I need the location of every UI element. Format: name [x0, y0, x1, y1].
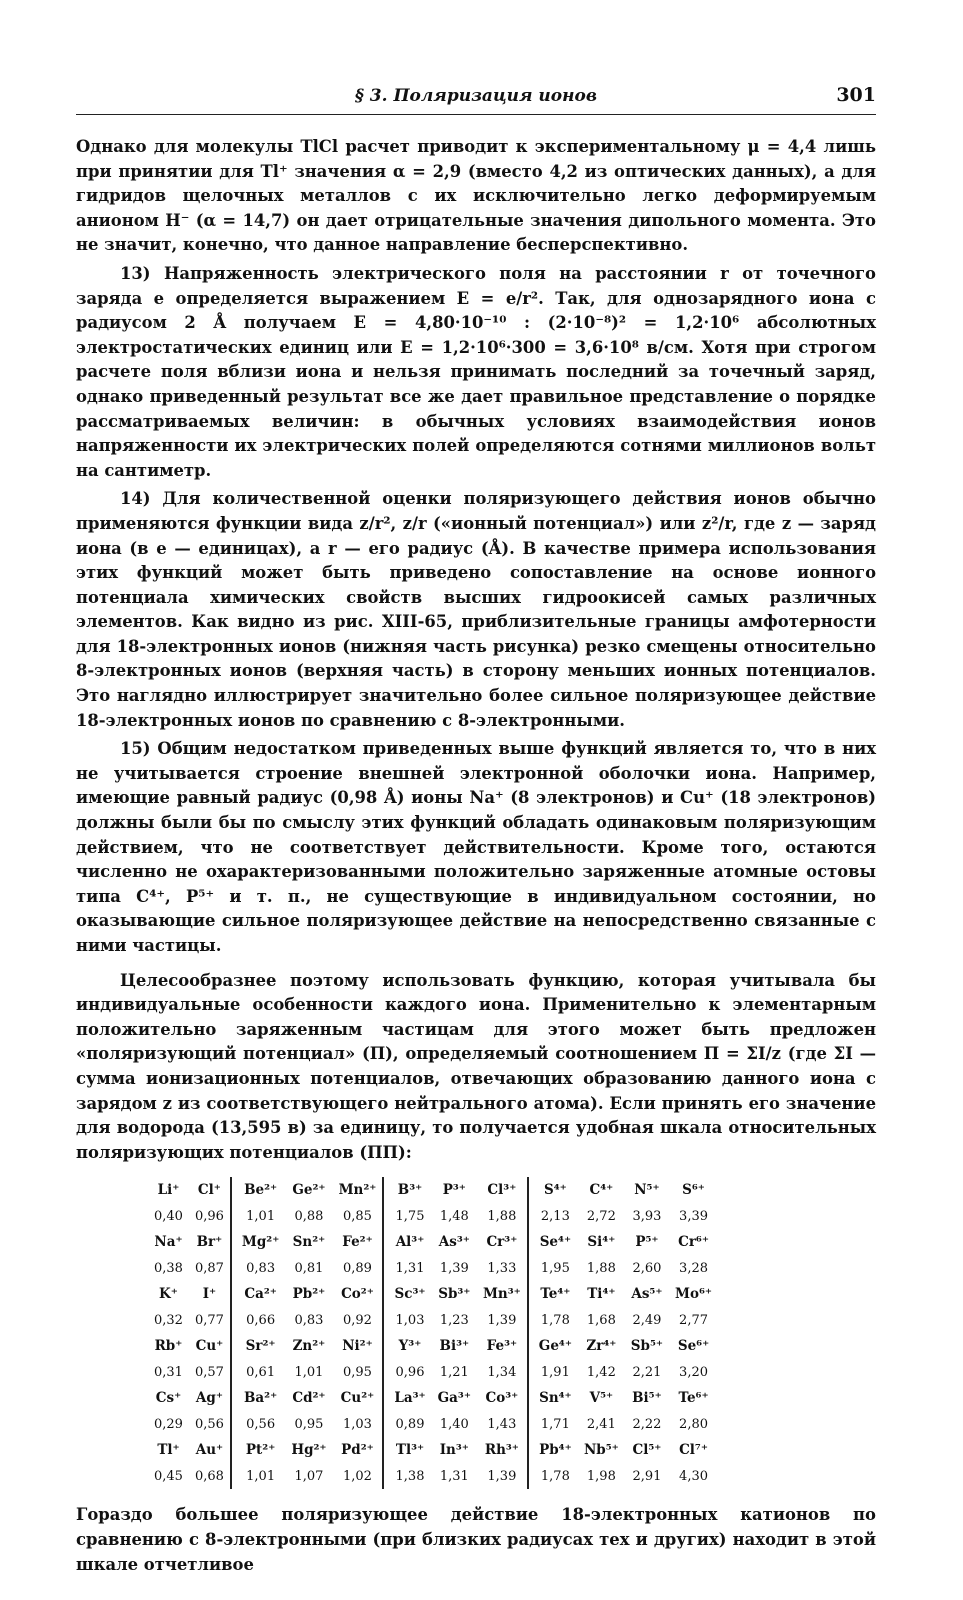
note-number: 13)	[120, 263, 151, 283]
pp-ion-cell: S⁴⁺	[528, 1177, 578, 1203]
pp-ion-cell: B³⁺	[383, 1177, 431, 1203]
pp-value-cell: 1,21	[439, 1364, 469, 1380]
pp-value-cell: 1,01	[231, 1203, 285, 1229]
pp-ion-cell: Y³⁺	[383, 1333, 431, 1359]
pp-value-cell: 0,83	[294, 1312, 324, 1328]
pp-ion-cell: Ge²⁺	[292, 1182, 326, 1199]
pp-ion-cell: Te⁴⁺	[528, 1281, 578, 1307]
pp-ion-cell: Mn²⁺	[338, 1182, 377, 1199]
pp-ion-cell: Mo⁶⁺	[675, 1286, 713, 1303]
pp-value-cell: 0,66	[231, 1307, 285, 1333]
pp-value-cell: 3,28	[679, 1260, 708, 1276]
pp-ion-cell: Sr²⁺	[231, 1333, 285, 1359]
pp-value-cell: 1,43	[487, 1416, 517, 1432]
pp-ion-cell: Ti⁴⁺	[587, 1286, 616, 1303]
pp-ion-cell: Br⁺	[196, 1234, 223, 1251]
pp-value-cell: 0,85	[342, 1208, 372, 1224]
pp-value-cell: 2,13	[528, 1203, 578, 1229]
pp-value-cell: 0,89	[342, 1260, 372, 1276]
pp-value-cell: 2,41	[586, 1416, 616, 1432]
pp-value-cell: 0,45	[154, 1468, 183, 1484]
pp-ion-cell: Ga³⁺	[437, 1390, 471, 1407]
pp-ions-row	[148, 1385, 718, 1411]
pp-value-cell: 1,88	[586, 1260, 616, 1276]
pp-ion-cell: Au⁺	[195, 1442, 224, 1459]
page-header	[76, 78, 876, 115]
pp-value-cell: 0,68	[194, 1468, 224, 1484]
pp-ion-cell: La³⁺	[383, 1385, 431, 1411]
pp-value-cell: 1,23	[439, 1312, 469, 1328]
pp-value-cell: 0,81	[294, 1260, 324, 1276]
pp-ion-cell: Al³⁺	[383, 1229, 431, 1255]
pp-ions-row	[148, 1229, 718, 1255]
pp-ion-cell: Rb⁺	[154, 1338, 183, 1355]
pp-value-cell: 1,40	[439, 1416, 469, 1432]
pp-table	[148, 1177, 719, 1489]
pp-value-cell: 1,31	[439, 1468, 469, 1484]
pp-ion-cell: Cl⁵⁺	[632, 1442, 662, 1459]
pp-value-cell: 1,01	[231, 1463, 285, 1489]
paragraph-tail: Гораздо большее поляризующее действие 18-электронных катионов по сравнению с 8-электронными (при близких радиусах тех и других) находит в этой шкале отчетливое	[76, 1505, 876, 1574]
pp-ion-cell: Bi⁵⁺	[632, 1390, 662, 1407]
note-number: 14)	[120, 489, 151, 509]
pp-value-cell: 1,31	[383, 1255, 431, 1281]
note-14	[76, 487, 876, 733]
pp-ion-cell: Nb⁵⁺	[583, 1442, 619, 1459]
pp-ion-cell: Cl³⁺	[487, 1182, 517, 1199]
pp-ion-cell: Tl⁺	[157, 1442, 180, 1459]
pp-ion-cell: Mg²⁺	[231, 1229, 285, 1255]
pp-value-cell: 3,20	[679, 1364, 708, 1380]
pp-ions-row	[148, 1437, 718, 1463]
pp-value-cell: 2,72	[586, 1208, 616, 1224]
pp-value-cell: 2,21	[632, 1364, 662, 1380]
pp-ion-cell: Pd²⁺	[341, 1442, 374, 1459]
pp-value-cell: 1,39	[439, 1260, 469, 1276]
pp-values-row	[148, 1307, 718, 1333]
pp-value-cell: 1,48	[439, 1208, 469, 1224]
pp-value-cell: 1,88	[487, 1208, 517, 1224]
pp-ion-cell: Be²⁺	[231, 1177, 285, 1203]
pp-ion-cell: Pb⁴⁺	[528, 1437, 578, 1463]
pp-ion-cell: Pt²⁺	[231, 1437, 285, 1463]
pp-ion-cell: Zn²⁺	[292, 1338, 326, 1355]
pp-values-row	[148, 1255, 718, 1281]
pp-ion-cell: Rh³⁺	[484, 1442, 519, 1459]
pp-ion-cell: Bi³⁺	[439, 1338, 470, 1355]
pp-ion-cell: I⁺	[202, 1286, 217, 1303]
pp-value-cell: 4,30	[679, 1468, 708, 1484]
pp-ion-cell: As⁵⁺	[631, 1286, 663, 1303]
pp-ion-cell: Se⁴⁺	[528, 1229, 578, 1255]
pp-ion-cell: Ge⁴⁺	[528, 1333, 578, 1359]
pp-values-row	[148, 1359, 718, 1385]
pp-ion-cell: In³⁺	[439, 1442, 469, 1459]
pp-ion-cell: Ni²⁺	[342, 1338, 373, 1355]
pp-value-cell: 0,77	[194, 1312, 224, 1328]
pp-value-cell: 1,78	[528, 1307, 578, 1333]
pp-value-cell: 0,83	[231, 1255, 285, 1281]
page-number: 301	[836, 84, 876, 106]
paragraph-pp-definition	[76, 969, 876, 1166]
pp-value-cell: 2,60	[632, 1260, 662, 1276]
pp-value-cell: 1,02	[342, 1468, 372, 1484]
pp-ion-cell: P³⁺	[442, 1182, 466, 1199]
paragraph-text: Общим недостатком приведенных выше функций является то, что в них не учитывается строение внешней электронной оболочки иона. Например, имеющие равный радиус (0,98 Å) ионы Na⁺ (8 электронов) и Cu⁺ (18 электронов) должны были бы по смыслу этих функций обладать одинаковым поляризующим действием, что не соответствует действительности. Кроме того, остаются численно не охарактеризованными положительно заряженные атомные остовы типа C⁴⁺, P⁵⁺ и т. п., не существующие в индивидуальном состоянии, но оказывающие сильное поляризующее действие на непосредственно связанные с ними частицы.	[76, 739, 876, 955]
pp-value-cell: 2,22	[632, 1416, 662, 1432]
pp-ions-row	[148, 1333, 718, 1359]
pp-ion-cell: Ba²⁺	[231, 1385, 285, 1411]
pp-value-cell: 1,91	[528, 1359, 578, 1385]
pp-ion-cell: Mn³⁺	[482, 1286, 521, 1303]
pp-value-cell: 1,03	[342, 1416, 372, 1432]
pp-ion-cell: Sn⁴⁺	[528, 1385, 578, 1411]
pp-value-cell: 3,39	[679, 1208, 708, 1224]
pp-ion-cell: Fe²⁺	[342, 1234, 373, 1251]
pp-value-cell: 0,56	[231, 1411, 285, 1437]
pp-ion-cell: Cr⁶⁺	[678, 1234, 709, 1251]
pp-value-cell: 1,03	[383, 1307, 431, 1333]
pp-value-cell: 0,32	[154, 1312, 183, 1328]
pp-value-cell: 0,95	[294, 1416, 324, 1432]
pp-value-cell: 0,87	[194, 1260, 224, 1276]
pp-ion-cell: N⁵⁺	[634, 1182, 660, 1199]
pp-ion-cell: P⁵⁺	[635, 1234, 659, 1251]
pp-value-cell: 0,57	[194, 1364, 224, 1380]
pp-ion-cell: Tl³⁺	[383, 1437, 431, 1463]
pp-values-row	[148, 1203, 718, 1229]
pp-value-cell: 0,29	[154, 1416, 183, 1432]
pp-ion-cell: Se⁶⁺	[677, 1338, 710, 1355]
pp-ions-row	[148, 1177, 718, 1203]
pp-ion-cell: Pb²⁺	[292, 1286, 326, 1303]
pp-value-cell: 0,38	[154, 1260, 183, 1276]
pp-ion-cell: Hg²⁺	[291, 1442, 327, 1459]
pp-value-cell: 1,01	[294, 1364, 324, 1380]
paragraph-text: Целесообразнее поэтому использовать функцию, которая учитывала бы индивидуальные особенности каждого иона. Применительно к элементарным положительно заряженным частицам для этого может быть предложен «поляризующий потенциал» (П), определяемый соотношением П = ΣI/z (где ΣI — сумма ионизационных потенциалов, отвечающих образованию данного иона с зарядом z из соответствующего нейтрального атома). Если принять его значение для водорода (13,595 в) за единицу, то получается удобная шкала относительных поляризующих потенциалов (ПП):	[76, 970, 876, 1162]
pp-ion-cell: Si⁴⁺	[587, 1234, 616, 1251]
pp-value-cell: 1,42	[586, 1364, 616, 1380]
pp-ion-cell: C⁴⁺	[589, 1182, 614, 1199]
pp-ion-cell: K⁺	[159, 1286, 178, 1303]
pp-value-cell: 1,98	[586, 1468, 616, 1484]
pp-ion-cell: Cu²⁺	[340, 1390, 375, 1407]
pp-ion-cell: Fe³⁺	[486, 1338, 518, 1355]
pp-ion-cell: Sc³⁺	[383, 1281, 431, 1307]
pp-value-cell: 1,95	[528, 1255, 578, 1281]
pp-value-cell: 1,39	[487, 1312, 517, 1328]
pp-ions-row	[148, 1281, 718, 1307]
pp-value-cell: 1,68	[586, 1312, 616, 1328]
page	[76, 78, 876, 1577]
pp-value-cell: 1,78	[528, 1463, 578, 1489]
paragraph-text: Однако для молекулы TlCl расчет приводит к экспериментальному μ = 4,4 лишь при принятии для Tl⁺ значения α = 2,9 (вместо 4,2 из оптических данных), а для гидридов щелочных металлов с их исключительно легко деформируемым анионом H⁻ (α = 14,7) он дает отрицательные значения дипольного момента. Это не значит, конечно, что данное направление бесперспективно.	[76, 137, 876, 255]
pp-value-cell: 0,89	[383, 1411, 431, 1437]
pp-ion-cell: Cs⁺	[155, 1390, 182, 1407]
pp-value-cell: 0,96	[194, 1208, 224, 1224]
pp-value-cell: 0,56	[194, 1416, 224, 1432]
pp-value-cell: 1,34	[487, 1364, 517, 1380]
pp-value-cell: 0,96	[383, 1359, 431, 1385]
pp-value-cell: 0,88	[294, 1208, 324, 1224]
note-number: 15)	[120, 739, 151, 759]
pp-value-cell: 2,80	[679, 1416, 708, 1432]
pp-value-cell: 2,91	[632, 1468, 662, 1484]
pp-value-cell: 1,75	[383, 1203, 431, 1229]
pp-ion-cell: Sn²⁺	[292, 1234, 326, 1251]
pp-value-cell: 0,31	[154, 1364, 183, 1380]
pp-ion-cell: Sb³⁺	[438, 1286, 471, 1303]
paragraph-text: Напряженность электрического поля на расстоянии r от точечного заряда e определяется выражением E = e/r². Так, для однозарядного иона с радиусом 2 Å получаем E = 4,80·10⁻¹⁰ : (2·10⁻⁸)² = 1,2·10⁶ абсолютных электростатических единиц или E = 1,2·10⁶·300 = 3,6·10⁸ в/см. Хотя при строгом расчете поля вблизи иона и нельзя принимать последний за точечный заряд, однако приведенный результат все же дает правильное представление о порядке рассматриваемых величин: в обычных условиях взаимодействия ионов напряженности их электрических полей определяются сотнями миллионов вольт на сантиметр.	[76, 263, 876, 480]
note-15	[76, 737, 876, 958]
pp-value-cell: 0,92	[342, 1312, 372, 1328]
pp-ion-cell: Cr³⁺	[486, 1234, 518, 1251]
pp-value-cell: 2,49	[632, 1312, 662, 1328]
pp-value-cell: 1,38	[383, 1463, 431, 1489]
pp-ion-cell: Sb⁵⁺	[630, 1338, 664, 1355]
pp-ion-cell: Ag⁺	[195, 1390, 223, 1407]
pp-values-row	[148, 1411, 718, 1437]
pp-ion-cell: V⁵⁺	[589, 1390, 614, 1407]
pp-value-cell: 2,77	[679, 1312, 708, 1328]
pp-ion-cell: Zr⁴⁺	[586, 1338, 617, 1355]
pp-value-cell: 1,71	[528, 1411, 578, 1437]
pp-ion-cell: Cu⁺	[195, 1338, 224, 1355]
pp-value-cell: 1,07	[294, 1468, 324, 1484]
pp-ion-cell: Na⁺	[154, 1234, 183, 1251]
pp-ion-cell: Cd²⁺	[292, 1390, 326, 1407]
pp-ion-cell: Li⁺	[157, 1182, 180, 1199]
note-13	[76, 262, 876, 483]
pp-ion-cell: Cl⁺	[197, 1182, 221, 1199]
pp-ion-cell: Co²⁺	[341, 1286, 374, 1303]
pp-ion-cell: As³⁺	[438, 1234, 470, 1251]
pp-ion-cell: Ca²⁺	[231, 1281, 285, 1307]
pp-ion-cell: S⁶⁺	[682, 1182, 705, 1199]
pp-value-cell: 1,33	[487, 1260, 517, 1276]
pp-ion-cell: Te⁶⁺	[678, 1390, 709, 1407]
pp-value-cell: 0,95	[342, 1364, 372, 1380]
pp-value-cell: 1,39	[487, 1468, 517, 1484]
pp-value-cell: 3,93	[632, 1208, 662, 1224]
paragraph-intro	[76, 135, 876, 258]
pp-ion-cell: Co³⁺	[485, 1390, 519, 1407]
running-head: § 3. Поляризация ионов	[354, 86, 598, 106]
pp-value-cell: 0,40	[154, 1208, 183, 1224]
pp-ion-cell: Cl⁷⁺	[679, 1442, 708, 1459]
pp-values-row	[148, 1463, 718, 1489]
body-text	[76, 135, 876, 1165]
pp-value-cell: 0,61	[231, 1359, 285, 1385]
paragraph-text: Для количественной оценки поляризующего действия ионов обычно применяются функции вида z/r², z/r («ионный потенциал») или z²/r, где z — заряд иона (в e — единицах), а r — его радиус (Å). В качестве примера использования этих функций может быть приведено сопоставление на основе ионного потенциала химических свойств высших гидроокисей самых различных элементов. Как видно из рис. XIII-65, приблизительные границы амфотерности для 18-электронных ионов (нижняя часть рисунка) резко смещены относительно 8-электронных ионов (верхняя часть) в сторону меньших ионных потенциалов. Это наглядно иллюстрирует значительно более сильное поляризующее действие 18-электронных ионов по сравнению с 8-электронными.	[76, 489, 876, 730]
